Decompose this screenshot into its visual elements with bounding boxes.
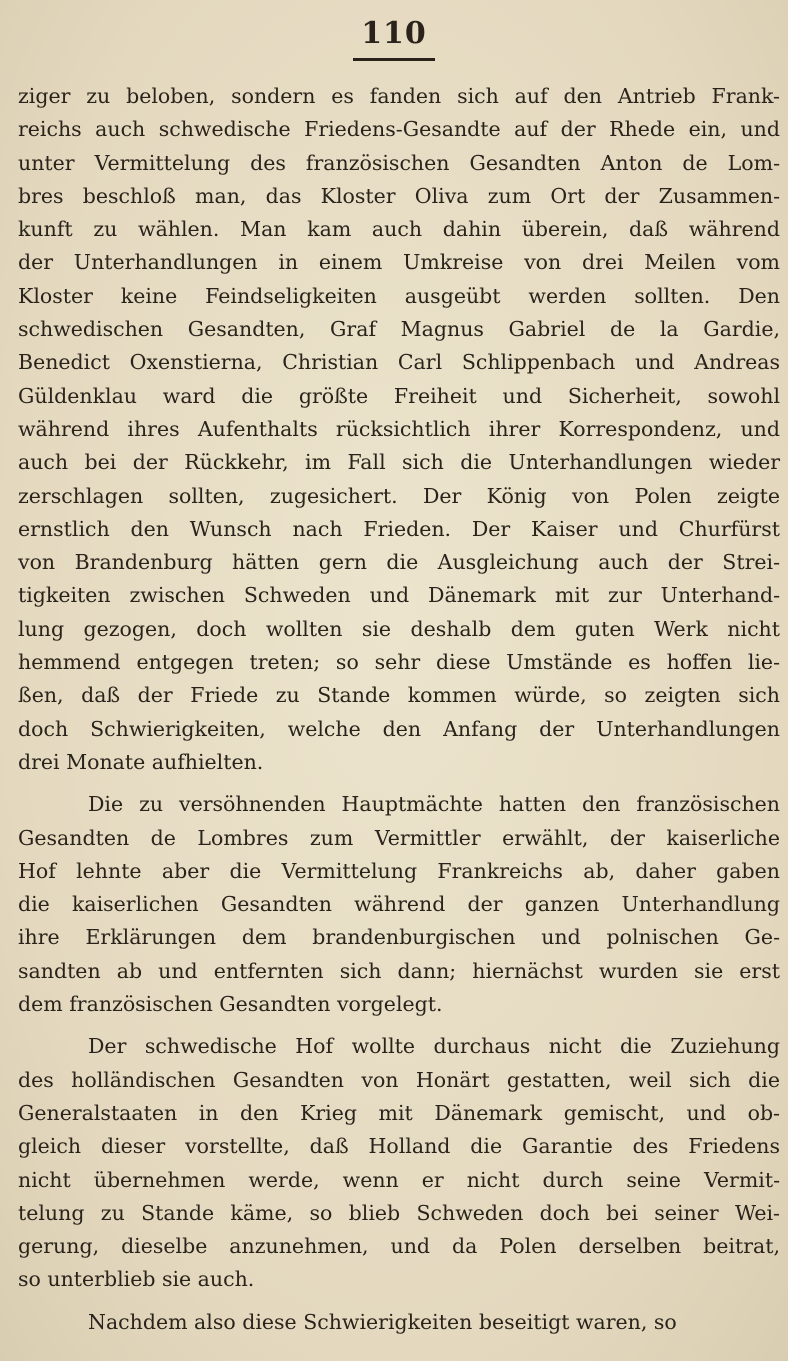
text-line: schwedischen Gesandten, Graf Magnus Gabriel de la Gardie, bbox=[18, 317, 780, 342]
text-line: drei Monate aufhielten. bbox=[18, 749, 264, 774]
text-line: doch Schwierigkeiten, welche den Anfang der Unterhandlungen bbox=[18, 716, 780, 741]
paragraph bbox=[18, 1306, 780, 1339]
paragraph-gap bbox=[18, 1297, 780, 1306]
text-line: gleich dieser vorstellte, daß Holland die Garantie des Friedens bbox=[18, 1134, 780, 1159]
paragraph bbox=[18, 788, 780, 1021]
text-line: tigkeiten zwischen Schweden und Dänemark mit zur Unterhand- bbox=[18, 583, 780, 608]
text-line: während ihres Aufenthalts rücksichtlich ihrer Korrespondenz, und bbox=[18, 416, 780, 441]
page-number: 110 bbox=[353, 14, 435, 61]
page-header bbox=[0, 14, 788, 61]
text-line: ßen, daß der Friede zu Stande kommen würde, so zeigten sich bbox=[18, 683, 780, 708]
text-line: Gesandten de Lombres zum Vermittler erwählt, der kaiserliche bbox=[18, 825, 780, 850]
text-line: Benedict Oxenstierna, Christian Carl Schlippenbach und Andreas bbox=[18, 350, 780, 375]
text-line: unter Vermittelung des französischen Gesandten Anton de Lom- bbox=[18, 150, 780, 175]
text-line: reichs auch schwedische Friedens-Gesandte auf der Rhede ein, und bbox=[18, 117, 780, 142]
text-line: Nachdem also diese Schwierigkeiten beseitigt waren, so bbox=[88, 1309, 677, 1334]
text-line: Der schwedische Hof wollte durchaus nicht die Zuziehung bbox=[88, 1034, 780, 1059]
text-line: zerschlagen sollten, zugesichert. Der König von Polen zeigte bbox=[18, 483, 780, 508]
body-text bbox=[18, 80, 780, 1339]
text-line: hemmend entgegen treten; so sehr diese Umstände es hoffen lie- bbox=[18, 650, 780, 675]
paragraph-gap bbox=[18, 1021, 780, 1030]
text-line: sandten ab und entfernten sich dann; hiernächst wurden sie erst bbox=[18, 958, 780, 983]
text-line: von Brandenburg hätten gern die Ausgleichung auch der Strei- bbox=[18, 550, 780, 575]
text-line: telung zu Stande käme, so blieb Schweden doch bei seiner Wei- bbox=[18, 1200, 780, 1225]
text-line: Hof lehnte aber die Vermittelung Frankreichs ab, daher gaben bbox=[18, 858, 780, 883]
text-line: auch bei der Rückkehr, im Fall sich die Unterhandlungen wieder bbox=[18, 450, 780, 475]
text-line: ihre Erklärungen dem brandenburgischen und polnischen Ge- bbox=[18, 925, 780, 950]
text-line: dem französischen Gesandten vorgelegt. bbox=[18, 992, 443, 1017]
paragraph-gap bbox=[18, 779, 780, 788]
paragraph bbox=[18, 80, 780, 779]
text-line: so unterblieb sie auch. bbox=[18, 1267, 255, 1292]
text-line: die kaiserlichen Gesandten während der ganzen Unterhandlung bbox=[18, 892, 780, 917]
text-line: der Unterhandlungen in einem Umkreise von drei Meilen vom bbox=[18, 250, 780, 275]
text-line: Güldenklau ward die größte Freiheit und Sicherheit, sowohl bbox=[18, 383, 780, 408]
text-line: ernstlich den Wunsch nach Frieden. Der Kaiser und Churfürst bbox=[18, 516, 780, 541]
text-line: lung gezogen, doch wollten sie deshalb dem guten Werk nicht bbox=[18, 616, 780, 641]
text-line: des holländischen Gesandten von Honärt gestatten, weil sich die bbox=[18, 1067, 780, 1092]
text-line: ziger zu beloben, sondern es fanden sich auf den Antrieb Frank- bbox=[18, 84, 780, 108]
text-line: Generalstaaten in den Krieg mit Dänemark gemischt, und ob- bbox=[18, 1100, 780, 1125]
text-line: Kloster keine Feindseligkeiten ausgeübt werden sollten. Den bbox=[18, 283, 780, 308]
text-line: kunft zu wählen. Man kam auch dahin überein, daß während bbox=[18, 217, 780, 242]
text-line: nicht übernehmen werde, wenn er nicht durch seine Vermit- bbox=[18, 1167, 780, 1192]
text-line: Die zu versöhnenden Hauptmächte hatten den französischen bbox=[88, 792, 780, 817]
text-line: gerung, dieselbe anzunehmen, und da Polen derselben beitrat, bbox=[18, 1234, 780, 1259]
text-line: bres beschloß man, das Kloster Oliva zum Ort der Zusammen- bbox=[18, 183, 780, 208]
paragraph bbox=[18, 1030, 780, 1296]
